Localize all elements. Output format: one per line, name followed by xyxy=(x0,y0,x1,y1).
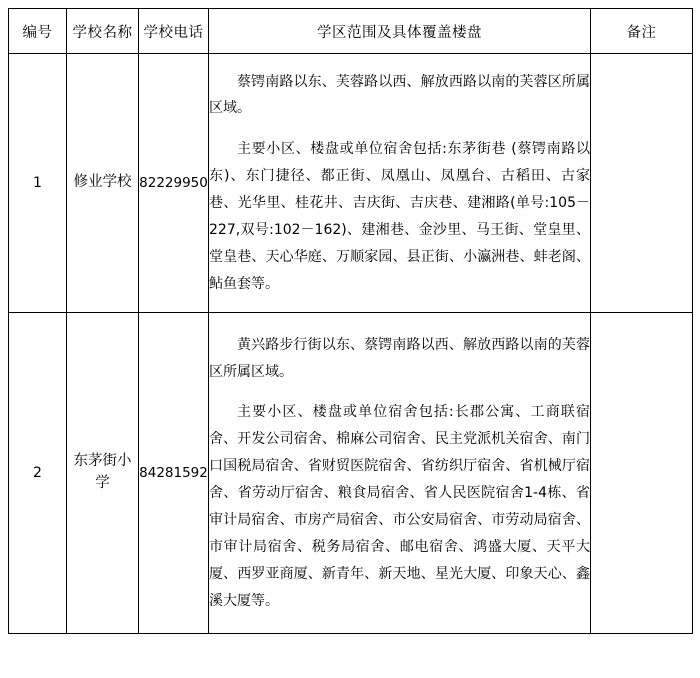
header-row xyxy=(9,9,693,54)
table-row xyxy=(9,313,693,634)
header-cell-scope: 学区范围及具体覆盖楼盘 xyxy=(209,9,591,54)
cell-no: 1 xyxy=(9,54,67,313)
cell-school-name: 修业学校 xyxy=(67,54,139,313)
cell-school-name: 东茅街小学 xyxy=(67,313,139,634)
header-cell-remark: 备注 xyxy=(591,9,693,54)
table-row xyxy=(9,54,693,313)
scope-paragraph: 蔡锷南路以东、芙蓉路以西、解放西路以南的芙蓉区所属区域。 xyxy=(209,73,590,117)
scope-paragraph: 主要小区、楼盘或单位宿舍包括:东茅街巷 (蔡锷南路以东)、东门捷径、都正街、凤凰山、凤凰台、古稻田、古家巷、光华里、桂花井、吉庆街、吉庆巷、建湘路(单号:105－227,双号:102－162)、建湘巷、金沙里、马王街、堂皇里、堂皇巷、天心华庭、万顺家园、县正街、小瀛洲巷、蚌老阁、鲇鱼套等。 xyxy=(209,141,590,292)
scope-paragraph: 黄兴路步行街以东、蔡锷南路以西、解放西路以南的芙蓉区所属区域。 xyxy=(209,336,590,380)
cell-no: 2 xyxy=(9,313,67,634)
header-cell-school-phone: 学校电话 xyxy=(139,9,209,54)
cell-remark xyxy=(591,54,693,313)
header-cell-school-name: 学校名称 xyxy=(67,9,139,54)
scope-paragraph: 主要小区、楼盘或单位宿舍包括:长郡公寓、工商联宿舍、开发公司宿舍、棉麻公司宿舍、民主党派机关宿舍、南门口国税局宿舍、省财贸医院宿舍、省纺织厅宿舍、省机械厅宿舍、省劳动厅宿舍、粮食局宿舍、省人民医院宿舍1-4栋、省审计局宿舍、市房产局宿舍、市公安局宿舍、市劳动局宿舍、市审计局宿舍、税务局宿舍、邮电宿舍、鸿盛大厦、天平大厦、西罗亚商厦、新青年、新天地、星光大厦、印象天心、鑫溪大厦等。 xyxy=(209,404,590,609)
cell-remark xyxy=(591,313,693,634)
table-header xyxy=(9,9,693,54)
table-body xyxy=(9,54,693,634)
cell-school-phone: 84281592 xyxy=(139,313,209,634)
header-cell-no: 编号 xyxy=(9,9,67,54)
cell-scope xyxy=(209,54,591,313)
cell-school-phone: 82229950 xyxy=(139,54,209,313)
school-district-table xyxy=(8,8,693,634)
cell-scope xyxy=(209,313,591,634)
